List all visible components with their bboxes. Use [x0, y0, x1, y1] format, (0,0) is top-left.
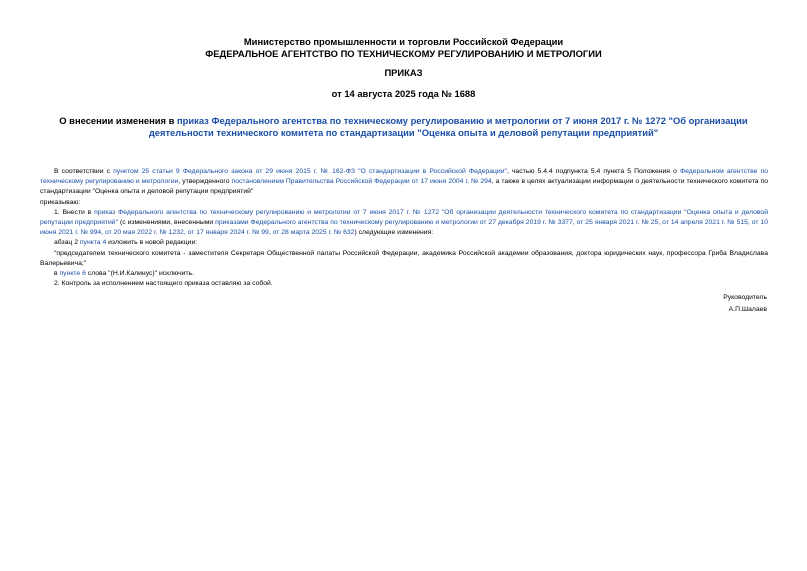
paragraph-order-word: приказываю:: [40, 198, 81, 206]
document-header: [0, 36, 807, 60]
text: в: [54, 270, 60, 278]
text: , утвержденного: [178, 178, 232, 186]
text: ) следующие изменения:: [354, 229, 434, 237]
order-1272-link[interactable]: приказ Федерального агентства по техническому регулированию и метрологии от 7 июня 2017 г. № 1272 "Об организации деятельности технического комитета по стандартизации "Оценка опыта и деловой репутации предприятий": [40, 208, 768, 227]
text: 1. Внести в: [54, 208, 95, 216]
text: В соответствии с: [54, 168, 114, 175]
document-subject: [40, 115, 767, 139]
amending-orders-link[interactable]: приказами Федерального агентства по техническому регулированию и метрологии от 27 декабря 2019 г. № 3377, от 25 января 2021 г. № 25, от 14 апреля 2021 г. № 515, от 10 июня 2021 г. № 994, от 20 мая 2022 г. № 1232, от 17 января 2024 г. № 99, от 28 марта 2025 г. № 632: [40, 219, 769, 237]
text: изложить в новой редакции:: [106, 239, 198, 247]
agency-name: ФЕДЕРАЛЬНОЕ АГЕНТСТВО ПО ТЕХНИЧЕСКОМУ РЕГУЛИРОВАНИЮ И МЕТРОЛОГИИ: [205, 48, 602, 59]
paragraph-amend-clause-6: [40, 269, 768, 279]
text: (с изменениями, внесенными: [118, 219, 216, 227]
ministry-name: Министерство промышленности и торговли Российской Федерации: [243, 36, 564, 47]
document-date: от 14 августа 2025 года № 1688: [331, 88, 476, 99]
subject-prefix: О внесении изменения в: [59, 115, 177, 126]
document-type: ПРИКАЗ: [384, 67, 423, 78]
paragraph-new-wording: "председателем технического комитета - заместителя Секретаря Общественной палаты Российской Федерации, академика Российской академии образования, доктора юридических наук, профессора Гриба Владислава Валерьевича;": [40, 249, 768, 267]
signer-title: Руководитель: [723, 294, 767, 301]
text: , частью 5.4.4 подпункта 5.4 пункта 5 Положения о: [506, 168, 680, 175]
signer-name: А.П.Шалаев: [728, 306, 767, 313]
paragraph-item-1: [40, 208, 768, 239]
text: абзац 2: [54, 239, 80, 247]
subject-order-link[interactable]: приказ Федерального агентства по техническому регулированию и метрологии от 7 июня 2017 г. № 1272 "Об организации деятельности технического комитета по стандартизации "Оценка опыта и деловой репутации предприятий": [148, 115, 748, 138]
signature-block: [723, 292, 767, 316]
paragraph-amend-clause-4: [40, 238, 768, 248]
paragraph-basis: [40, 167, 768, 198]
text: слова "(Н.И.Калинус)" исключить.: [85, 270, 195, 278]
paragraph-item-2: 2. Контроль за исполнением настоящего приказа оставляю за собой.: [54, 280, 273, 288]
text: , а также в целях актуализации информации о деятельности технического комитета по стандартизации "Оценка опыта и деловой репутации предприятий": [40, 178, 768, 196]
clause-4-link[interactable]: пункта 4: [79, 239, 107, 247]
clause-6-link[interactable]: пункте 6: [59, 270, 86, 278]
document-body: [40, 167, 768, 289]
law-link[interactable]: пунктом 25 статьи 9 Федерального закона от 29 июня 2015 г. № 162-ФЗ "О стандартизации в Российской Федерации": [113, 168, 507, 175]
agency-link[interactable]: Федеральном агентстве по техническому регулированию и метрологии: [40, 168, 769, 186]
resolution-link[interactable]: постановлением Правительства Российской Федерации от 17 июня 2004 г. № 294: [231, 178, 492, 186]
